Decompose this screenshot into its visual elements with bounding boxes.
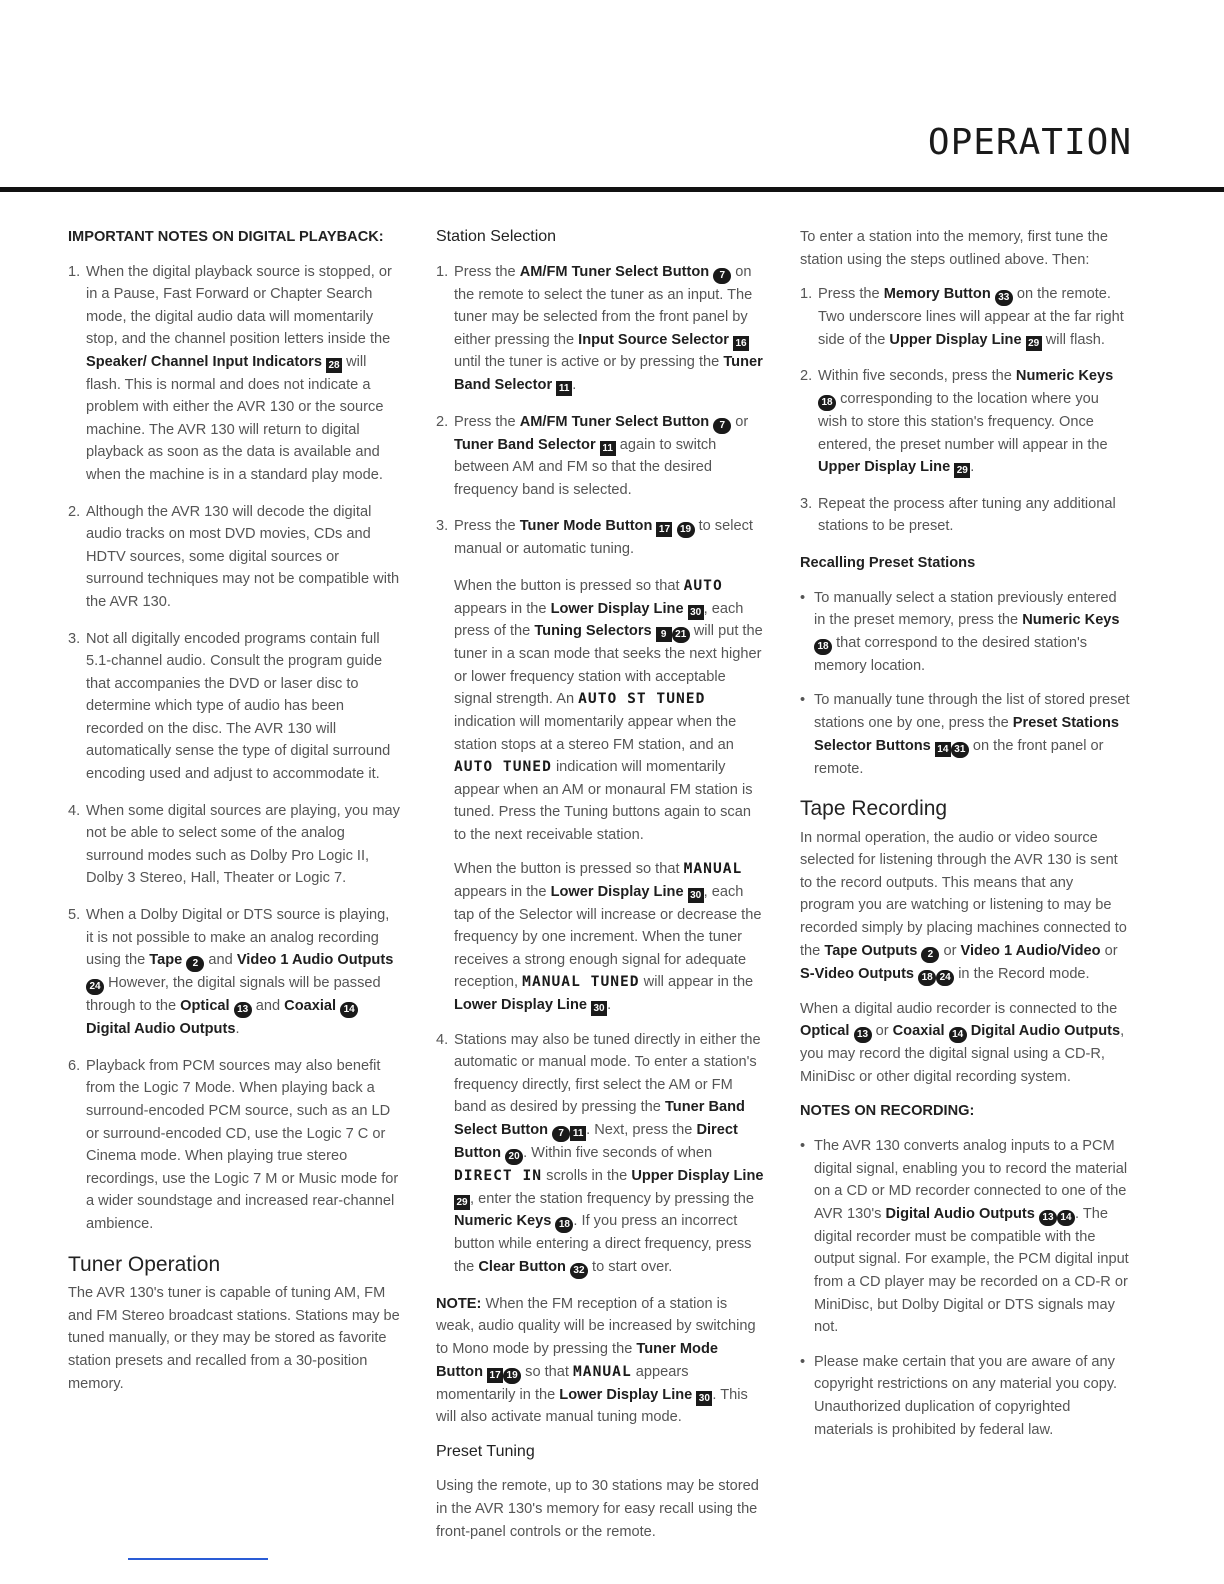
station-selection-heading: Station Selection [436,228,557,245]
callout-circle: 32 [570,1263,588,1279]
callout-badge: 9 [656,627,672,642]
tape-recording-text: In normal operation, the audio or video source selected for listening through the AVR 130 is sent to the record outputs. This means that any program you are watching or listening to may be recorded simply by placing machines connected to the Tape Outputs 2 or Video 1 Audio/Video or S-Video Outputs 18 24 in the Record mode. [800,827,1130,986]
callout-badge: 11 [600,441,616,456]
page-title: OPERATION [927,122,1132,163]
item-body: Playback from PCM sources may also benefit from the Logic 7 Mode. When playing back a surround-encoded PCM source, such as an LD or surround-encoded CD, use the Logic 7 C or Cinema mode. When playing true stereo recordings, use the Logic 7 M or Music mode for a wider soundstage and increased rear-channel ambience. [86,1057,399,1232]
callout-circle: 2 [186,956,204,972]
callout-badge: 17 [487,1368,503,1383]
item-number: 4. [68,802,81,819]
item-body: Not all digitally encoded programs contain full 5.1-channel audio. Consult the program guide that accompanies the DVD or laser disc to determine which type of audio has been recorded on the disc. The AVR 130 will automatically sense the type of digital surround encoding used and adjust to accommodate it. [86,630,391,783]
callout-badge: 16 [733,336,749,351]
column-2 [436,226,766,1555]
list-item [68,904,400,1041]
callout-badge: 29 [954,463,970,478]
column-3 [800,226,1130,1453]
list-item [800,493,1130,538]
callout-badge: 11 [556,381,572,396]
item-number: 3. [800,495,813,512]
list-item [436,261,766,397]
list-item [68,628,400,786]
item-number: 2. [436,413,449,430]
callout-circle: 2 [921,947,939,963]
item-number: 1. [800,286,813,303]
item-number: 1. [436,263,449,280]
callout-circle: 14 [949,1027,967,1043]
list-item [68,800,400,890]
item-body: Although the AVR 130 will decode the digital audio tracks on most DVD movies, CDs and HDTV sources, some digital sources or surround techniques may not be compatible with the AVR 130. [86,503,400,610]
list-item [800,365,1130,478]
item-body: Stations may also be tuned directly in either the automatic or manual mode. To enter a station's frequency directly, first select the AM or FM band as desired by pressing the Tuner Band Select Button 7 11 . Next, press the Direct Button 20 . Within five seconds of when DIRECT IN scrolls in the Upper Display Line 29 , enter the station frequency by pressing the Numeric Keys 18 . If you press an incorrect button while entering a direct frequency, press the Clear Button 32 to start over. [454,1029,766,1279]
callout-circle: 13 [234,1002,252,1018]
callout-circle: 18 [818,395,836,411]
callout-circle: 13 [1039,1210,1057,1226]
item-body: Repeat the process after tuning any additional stations to be preset. [818,495,1116,535]
list-item [68,261,400,487]
preset-tuning-text: Using the remote, up to 30 stations may be stored in the AVR 130's memory for easy recall using the front-panel controls or the remote. [436,1478,759,1540]
callout-circle: 19 [503,1368,521,1384]
bullet-body: To manually tune through the list of stored preset stations one by one, press the Preset Stations Selector Buttons 14 31 on the front panel or remote. [814,692,1130,777]
digital-recorder-text: When a digital audio recorder is connected to the Optical 13 or Coaxial 14 Digital Audio Outputs, you may record the digital signal using a CD-R, MiniDisc or other digital recording system. [800,1000,1125,1085]
callout-badge: 30 [688,888,704,903]
recalling-presets-heading: Recalling Preset Stations [800,554,976,571]
preset-tuning-heading: Preset Tuning [436,1442,535,1460]
bullet-dot: • [800,692,806,709]
item-body: When the digital playback source is stopped, or in a Pause, Fast Forward or Chapter Search mode, the digital audio data will momentarily stop, and the channel position letters inside the Speaker/ Channel Input Indicators 28 will flash. This is normal and does not indicate a problem with either the AVR 130 or the source machine. The AVR 130 will return to digital playback as soon as the data is available and when the machine is in a standard play mode. [86,263,392,483]
header-rule [0,187,1224,192]
bullet-item [800,1351,1130,1441]
callout-badge: 11 [570,1126,586,1141]
callout-badge: 30 [591,1001,607,1016]
callout-badge: 29 [454,1195,470,1210]
item-number: 2. [68,503,81,520]
tuner-operation-heading: Tuner Operation [68,1252,221,1276]
item-body: Press the AM/FM Tuner Select Button 7 on the remote to select the tuner as an input. The tuner may be selected from the front panel by either pressing the Input Source Selector 16 until the tuner is active or by pressing the Tuner Band Selector 11 . [454,263,763,394]
tape-recording-heading: Tape Recording [800,797,948,821]
tuner-operation-text: The AVR 130's tuner is capable of tuning AM, FM and FM Stereo broadcast stations. Stations may be tuned manually, or they may be stored as favorite station presets and recalled from a 30-position memory. [68,1285,400,1392]
item-number: 6. [68,1057,81,1074]
callout-circle: 33 [995,290,1013,306]
bullet-dot: • [800,1353,806,1370]
item-body: Within five seconds, press the Numeric Keys 18 corresponding to the location where you wish to store this station's frequency. Once entered, the preset number will appear in the Upper Display Line 29 . [818,368,1114,477]
callout-circle: 20 [505,1149,523,1165]
item-body: When a Dolby Digital or DTS source is playing, it is not possible to make an analog recording using the Tape 2 and Video 1 Audio Outputs 24 However, the digital signals will be passed through to the Optical 13 and Coaxial 14 Digital Audio Outputs. [86,907,394,1038]
callout-circle: 21 [672,627,690,643]
bullet-body: To manually select a station previously entered in the preset memory, press the Numeric Keys 18 that correspond to the desired station's memory location. [814,589,1120,674]
callout-circle: 14 [340,1002,358,1018]
notes-on-recording-heading: NOTES ON RECORDING: [800,1103,975,1120]
list-item [436,1029,766,1279]
item-number: 1. [68,263,81,280]
callout-circle: 19 [677,522,695,538]
item-number: 4. [436,1031,449,1048]
bullet-item [800,1135,1130,1339]
callout-badge: 28 [326,358,342,373]
item-number: 2. [800,368,813,385]
item-body: Press the Memory Button 33 on the remote. Two underscore lines will appear at the far right side of the Upper Display Line 29 will flash. [818,286,1124,349]
note-paragraph: NOTE: When the FM reception of a station is weak, audio quality will be increased by switching to Mono mode by pressing the Tuner Mode Button 17 19 so that MANUAL appears momentarily in the Lower Display Line 30 . This will also activate manual tuning mode. [436,1295,756,1426]
list-item [800,283,1130,351]
callout-circle: 31 [951,742,969,758]
list-item [436,411,766,502]
footer-link-underline[interactable] [128,1558,268,1560]
callout-circle: 18 [814,639,832,655]
item-number: 3. [68,630,81,647]
callout-circle: 7 [713,268,731,284]
callout-circle: 14 [1057,1210,1075,1226]
callout-circle: 18 [918,970,936,986]
list-item [436,515,766,561]
item-number: 3. [436,518,449,535]
callout-circle: 13 [854,1027,872,1043]
bullet-item [800,587,1130,678]
callout-circle: 7 [552,1126,570,1142]
callout-circle: 18 [555,1217,573,1233]
callout-badge: 30 [688,605,704,620]
callout-badge: 17 [656,522,672,537]
item-body: Press the AM/FM Tuner Select Button 7 or Tuner Band Selector 11 again to switch between AM and FM so that the desired frequency band is selected. [454,413,749,498]
bullet-dot: • [800,1138,806,1155]
item-number: 5. [68,907,81,924]
bullet-item [800,689,1130,780]
column-1 [68,226,400,1407]
callout-circle: 24 [86,979,104,995]
digital-playback-heading: IMPORTANT NOTES ON DIGITAL PLAYBACK: [68,229,384,245]
bullet-dot: • [800,589,806,606]
callout-circle: 7 [713,418,731,434]
auto-mode-paragraph: When the button is pressed so that AUTO appears in the Lower Display Line 30 , each press of the Tuning Selectors 9 21 will put the tuner in a scan mode that seeks the next higher or lower frequency station with acceptable signal strength. An AUTO ST TUNED indication will momentarily appear when the station stops at a stereo FM station, and an AUTO TUNED indication will momentarily appear when an AM or monaural FM station is tuned. Press the Tuning buttons again to scan to the next receivable station. [454,576,763,843]
callout-badge: 29 [1026,336,1042,351]
bullet-body: The AVR 130 converts analog inputs to a PCM digital signal, enabling you to record the material on a CD or MD recorder connected to one of the AVR 130's Digital Audio Outputs 13 14 . The digital recorder must be compatible with the output signal. For example, the PCM digital input from a CD player may be recorded on a CD-R or MiniDisc, but Dolby Digital or DTS signals may not. [814,1138,1129,1336]
memory-intro: To enter a station into the memory, first tune the station using the steps outlined above. Then: [800,229,1108,268]
callout-badge: 14 [935,742,951,757]
list-item [68,1055,400,1236]
item-body: Press the Tuner Mode Button 17 19 to select manual or automatic tuning. [454,518,753,558]
callout-badge: 30 [696,1391,712,1406]
list-item [68,501,400,614]
callout-circle: 24 [936,970,954,986]
manual-mode-paragraph: When the button is pressed so that MANUAL appears in the Lower Display Line 30 , each tap of the Selector will increase or decrease the frequency by one increment. When the tuner receives a strong enough signal for adequate reception, MANUAL TUNED will appear in the Lower Display Line 30 . [454,860,762,1015]
bullet-body: Please make certain that you are aware of any copyright restrictions on any material you copy. Unauthorized duplication of copyrighted materials is prohibited by federal law. [814,1353,1118,1438]
item-body: When some digital sources are playing, you may not be able to select some of the analog surround modes such as Dolby Pro Logic II, Dolby 3 Stereo, Hall, Theater or Logic 7. [86,802,400,887]
